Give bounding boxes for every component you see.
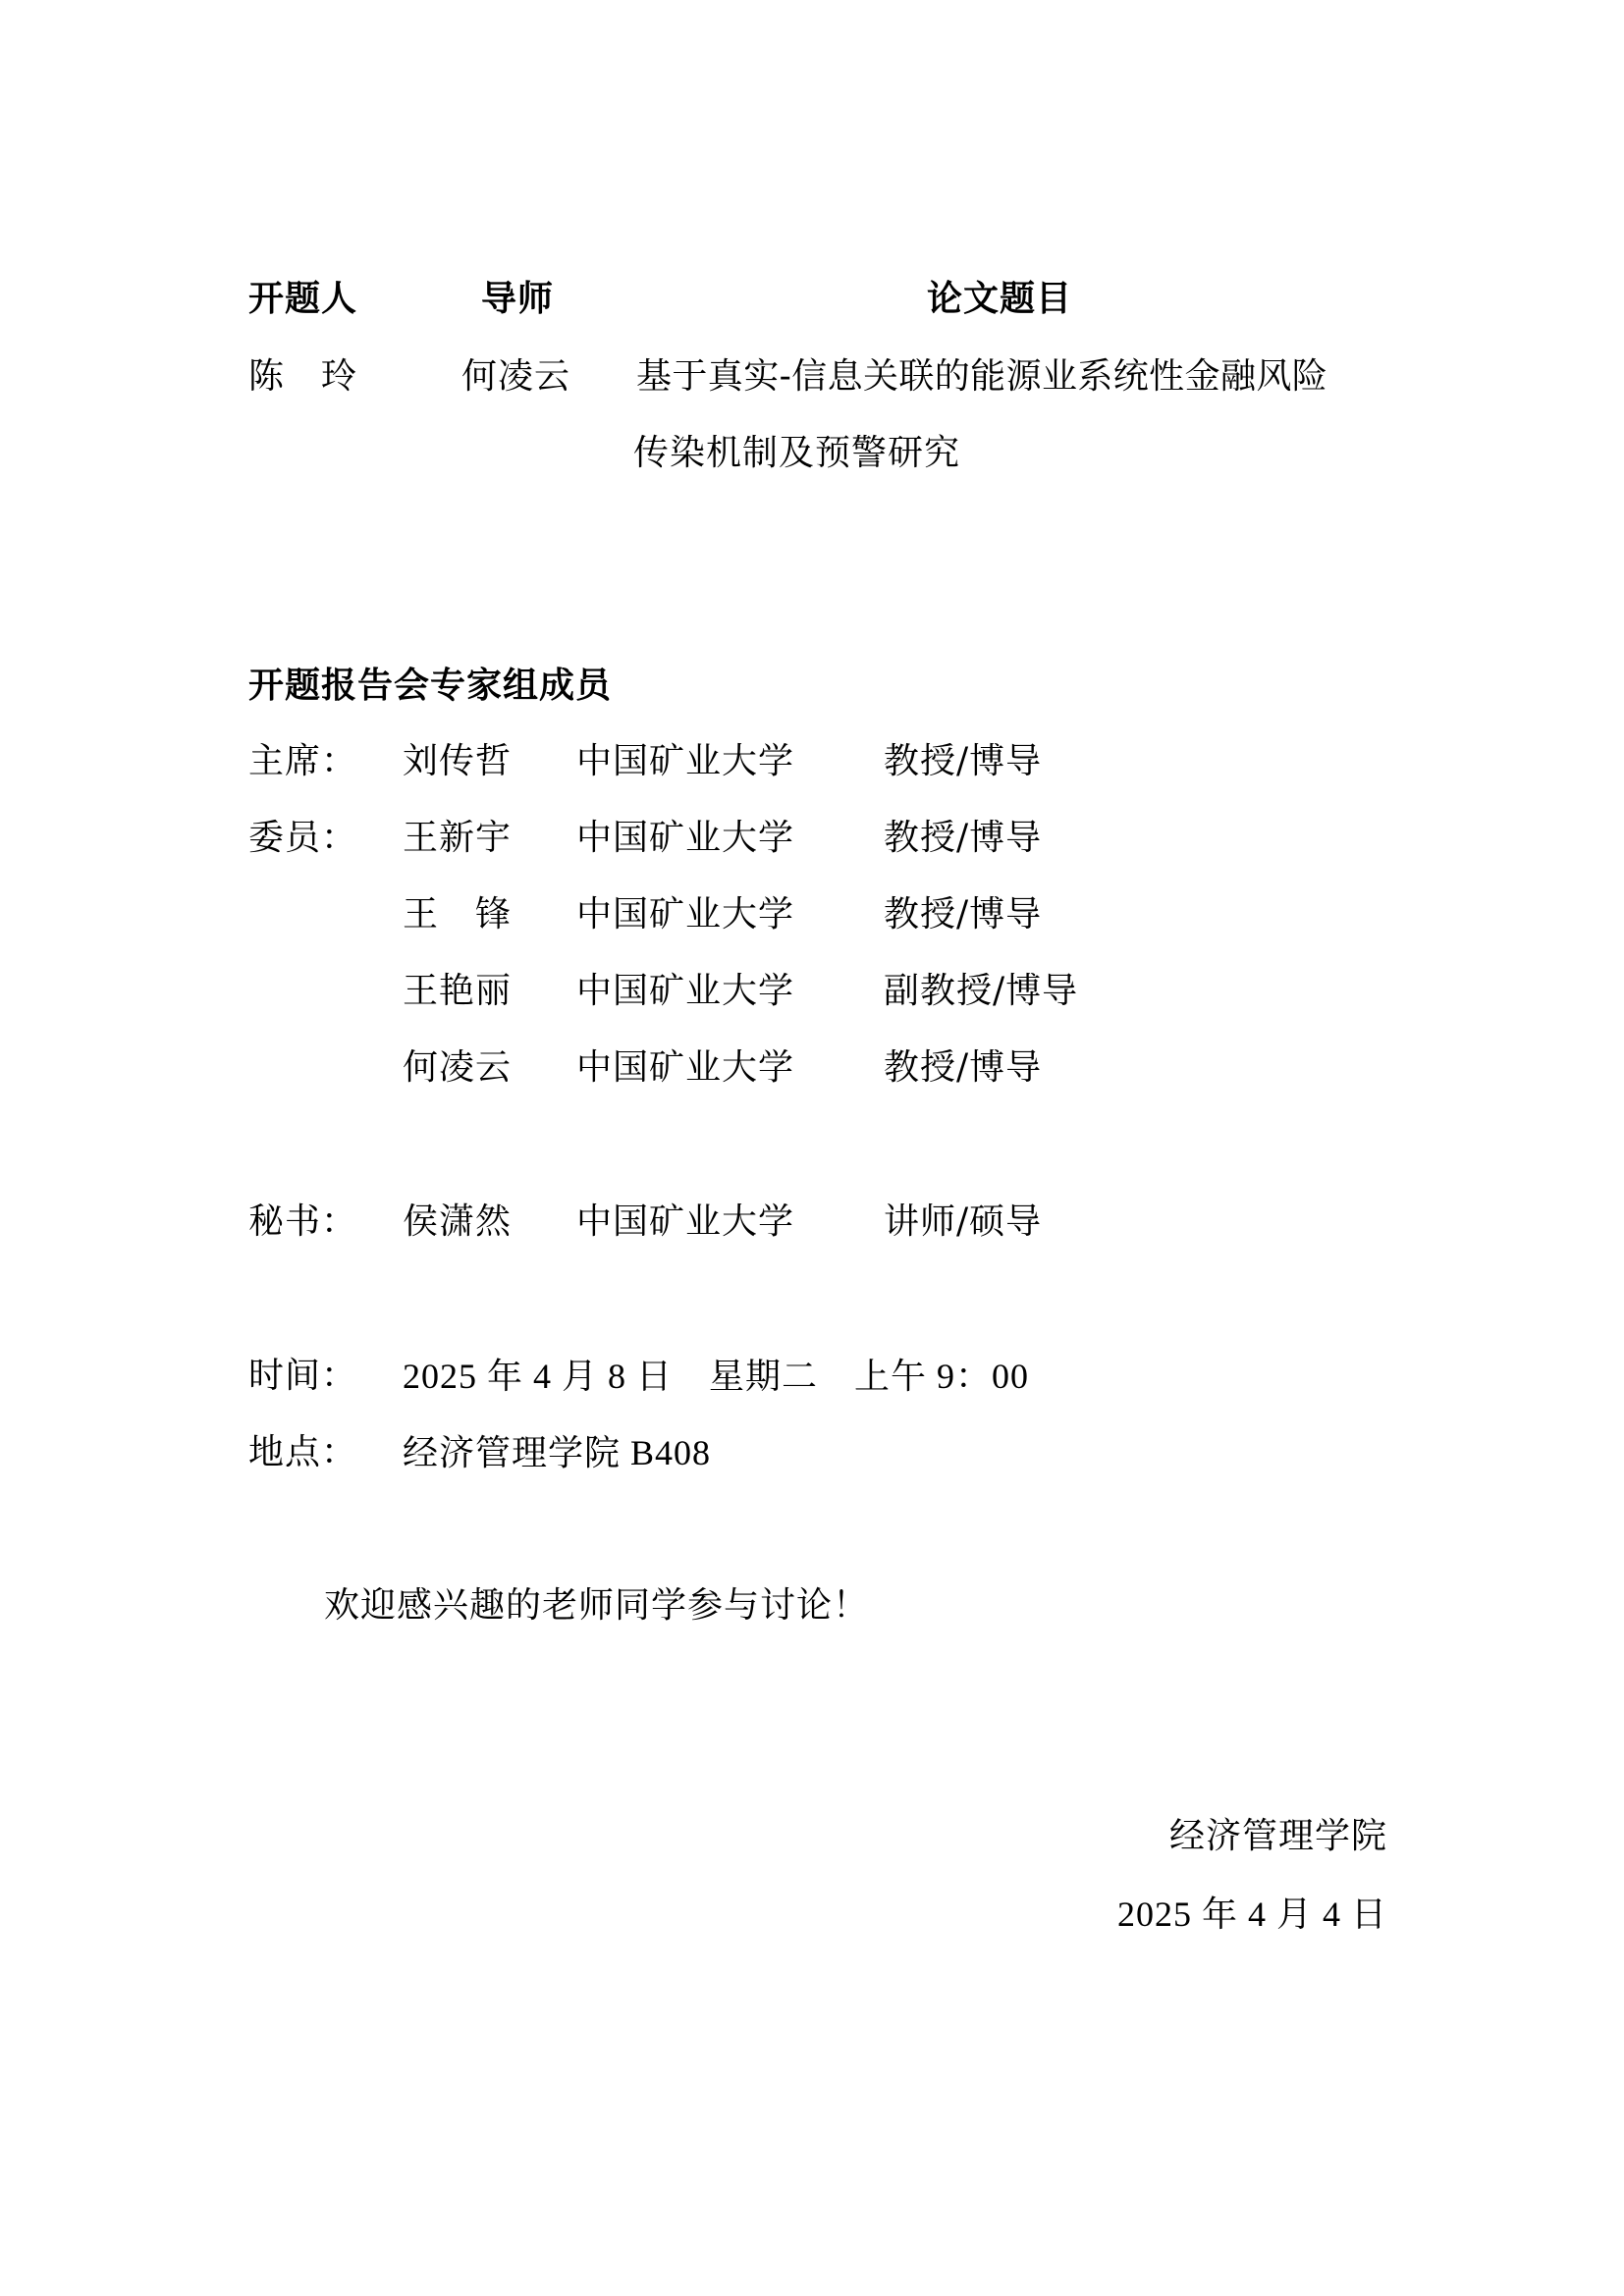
place-value: 经济管理学院 B408 (403, 1433, 712, 1472)
signature-date: 2025 年 4 月 4 日 (1116, 1895, 1387, 1934)
members-label: 委员： (248, 818, 358, 858)
member-name: 王艳丽 (403, 971, 513, 1011)
title-header: 论文题目 (927, 278, 1073, 319)
member-name: 何凌云 (403, 1047, 513, 1088)
secretary-name: 侯潇然 (403, 1201, 513, 1242)
member-name: 王 锋 (403, 894, 513, 934)
member-title: 教授/博导 (884, 1047, 1043, 1088)
time-value: 2025 年 4 月 8 日 星期二 上午 9：00 (403, 1357, 1030, 1396)
thesis-title-line1: 基于真实-信息关联的能源业系统性金融风险 (636, 356, 1328, 397)
member-org: 中国矿业大学 (576, 1047, 795, 1088)
member-name: 王新宇 (403, 818, 513, 858)
member-org: 中国矿业大学 (576, 971, 795, 1011)
chair-name: 刘传哲 (403, 741, 513, 781)
thesis-title-line2: 传染机制及预警研究 (633, 433, 961, 473)
chair-title: 教授/博导 (884, 741, 1043, 781)
advisor-name: 何凌云 (461, 356, 571, 397)
advisor-header: 导师 (481, 278, 555, 319)
chair-label: 主席： (248, 741, 358, 781)
member-org: 中国矿业大学 (576, 818, 795, 858)
time-label: 时间： (248, 1356, 358, 1396)
presenter-header: 开题人 (248, 278, 358, 319)
member-title: 教授/博导 (884, 894, 1043, 934)
signature-department: 经济管理学院 (1168, 1816, 1387, 1856)
secretary-title: 讲师/硕导 (884, 1201, 1043, 1242)
secretary-label: 秘书： (248, 1201, 358, 1242)
committee-heading: 开题报告会专家组成员 (248, 665, 613, 706)
chair-org: 中国矿业大学 (576, 741, 795, 781)
member-org: 中国矿业大学 (576, 894, 795, 934)
member-title: 副教授/博导 (884, 971, 1079, 1011)
welcome-message: 欢迎感兴趣的老师同学参与讨论！ (324, 1585, 870, 1626)
place-label: 地点： (248, 1432, 358, 1472)
secretary-org: 中国矿业大学 (576, 1201, 795, 1242)
presenter-name: 陈 玲 (248, 356, 358, 397)
member-title: 教授/博导 (884, 818, 1043, 858)
